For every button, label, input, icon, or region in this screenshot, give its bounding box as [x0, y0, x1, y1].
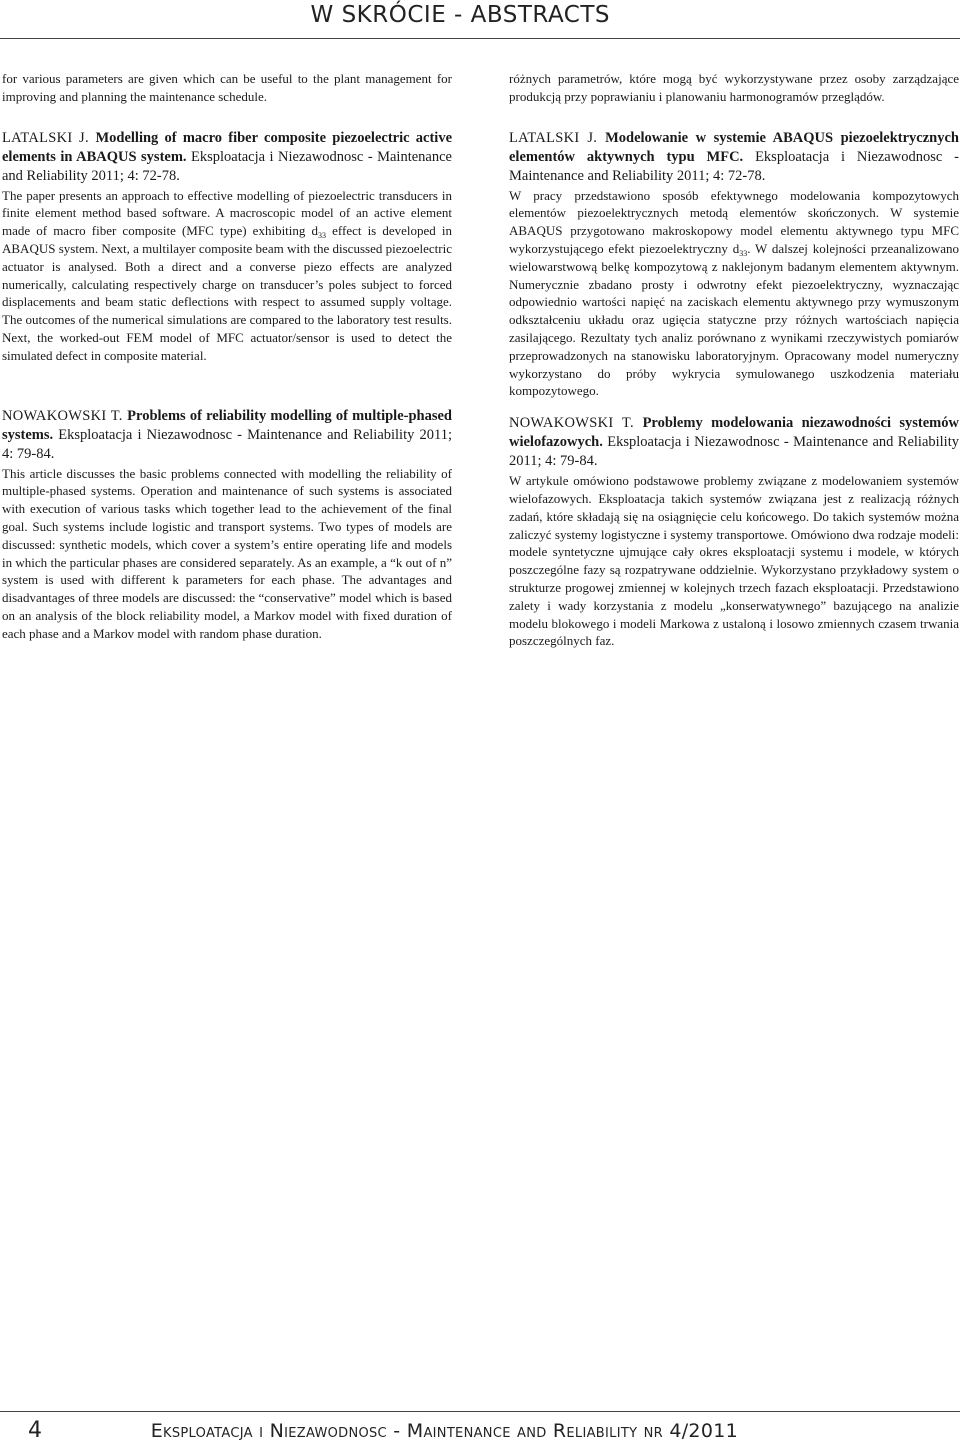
abstract-entry-latalski-pl [509, 129, 959, 401]
right-column [509, 70, 959, 650]
entry-title: Problemy modelowania niezawodności systemów wielofazowych. [509, 415, 959, 451]
entry-title: Modelling of macro fiber composite piezoelectric active elements in ABAQUS system. [2, 129, 453, 165]
entry-title: Problems of reliability modelling of multiple-phased systems. [2, 407, 452, 443]
entry-heading [509, 129, 959, 186]
entry-citation: Eksploatacja i Niezawodnosc - Maintenance and Reliability 2011; 4: 72-78. [509, 148, 959, 184]
header-rule [0, 38, 960, 39]
entry-citation: Eksploatacja i Niezawodnosc - Maintenance and Reliability 2011; 4: 79-84. [509, 434, 959, 470]
left-column [2, 70, 452, 643]
journal-footer: Eksploatacja i Niezawodnosc - Maintenance and Reliability nr 4/2011 [150, 1420, 738, 1442]
abstract-entry-nowakowski-en [2, 407, 452, 643]
entry-abstract: W artykule omówiono podstawowe problemy związane z modelowaniem systemów wielofazowych. Eksploatacja takich systemów związana jest z realizacją różnych zadań, które składają się na osiągnięcie celu końcowego. Do takich systemów można zaliczyć systemy logistyczne i systemy transportowe. Omówiono dwa rodzaje modeli: modele syntetyczne ujmujące cały okres eksploatacji systemu i modele, w których poszczególne fazy są rozpatrywane oddzielnie. Wykorzystano przykładowy system o strukturze progowej zmiennej w kolejnych trzech fazach eksploatacji. Przedstawiono zalety i wady korzystania z modelu „konserwatywnego” bazującego na analizie modelu blokowego i modeli Markowa z ustaloną i losowo zmiennych czasem trwania poszczególnych faz. [509, 473, 959, 649]
footer-rule [0, 1411, 960, 1412]
entry-abstract: W pracy przedstawiono sposób efektywnego modelowania kompozytowych elementów piezoelektrycznych metodą elementów skończonych. W systemie ABAQUS przygotowano makroskopowy model elementu aktywnego typu MFC wykorzystującego efekt piezoelektryczny $d_{33}$. W dalszej kolejności przeanalizowano wielowarstwową belkę kompozytową z naklejonym badanym elementem aktywnym. Numerycznie zbadano prosty i odwrotny efekt piezoelektryczny, wyznaczając odpowiednio wartości napięć na zaciskach elementu aktywnego przy wymuszonym odkształceniu układu oraz ugięcia statyczne przy różnych wartościach napięcia zasilającego. Rezultaty tych analiz porównano z wynikami rzeczywistych pomiarów przeprowadzonych na stanowisku laboratoryjnym. Opracowany model numeryczny wykorzystano do próby wykrycia symulowanego uszkodzenia materiału kompozytowego. [509, 187, 959, 399]
entry-author: NOWAKOWSKI T. [2, 407, 128, 424]
entry-author: LATALSKI J. [2, 129, 96, 146]
entry-abstract: The paper presents an approach to effective modelling of piezoelectric transducers in finite element method based software. A macroscopic model of an active element made of macro fiber composite (MFC type) exhibiting $d_{33}$ effect is developed in ABAQUS system. Next, a multilayer composite beam with the discussed piezoelectric actuator is analysed. Both a direct and a converse piezo effects are analyzed numerically, calculating respectively charge on transducer’s poles subject to forced displacements and beam static deflections with respect to assumed supply voltage. The outcomes of the numerical simulations are compared to the laboratory test results. Next, the worked-out FEM model of MFC actuator/sensor is used to detect the simulated defect in composite material. [2, 187, 452, 363]
subscript: 33 [739, 248, 748, 258]
page-number: 4 [28, 1418, 42, 1443]
entry-heading [2, 407, 452, 464]
entry-author: NOWAKOWSKI T. [509, 415, 643, 432]
page-header-title: W SKRÓCIE - ABSTRACTS [310, 2, 610, 28]
abstract-entry-nowakowski-pl [509, 414, 959, 650]
left-intro-paragraph: for various parameters are given which can be useful to the plant management for improving and planning the maintenance schedule. [2, 71, 452, 104]
abstract-entry-latalski-en [2, 129, 452, 365]
entry-author: LATALSKI J. [509, 129, 606, 146]
subscript: 33 [318, 231, 327, 241]
entry-heading [2, 129, 452, 186]
right-intro-paragraph: różnych parametrów, które mogą być wykorzystywane przez osoby zarządzające produkcją przy poprawianiu i planowaniu harmonogramów przeglądów. [509, 71, 959, 104]
entry-citation: Eksploatacja i Niezawodnosc - Maintenance and Reliability 2011; 4: 79-84. [2, 426, 452, 462]
entry-heading [509, 414, 959, 471]
entry-abstract: This article discusses the basic problems connected with modelling the reliability of multiple-phased systems. Operation and maintenance of such systems is associated with execution of various tasks which together lead to the achievement of the final goal. Such systems include logistic and transport systems. Two types of models are discussed: synthetic models, which cover a system’s entire operating life and models in which the particular phases are considered separately. As an example, a “k out of n” system is used with different k parameters for each phase. The advantages and disadvantages of three models are discussed: the “conservative” model which is based on an analysis of the block reliability model, a Markov model with fixed duration of each phase and a Markov model with random phase duration. [2, 465, 452, 641]
entry-title: Modelowanie w systemie ABAQUS piezoelektrycznych elementów aktywnych typu MFC. [509, 129, 959, 165]
entry-citation: Eksploatacja i Niezawodnosc - Maintenance and Reliability 2011; 4: 72-78. [2, 148, 452, 184]
